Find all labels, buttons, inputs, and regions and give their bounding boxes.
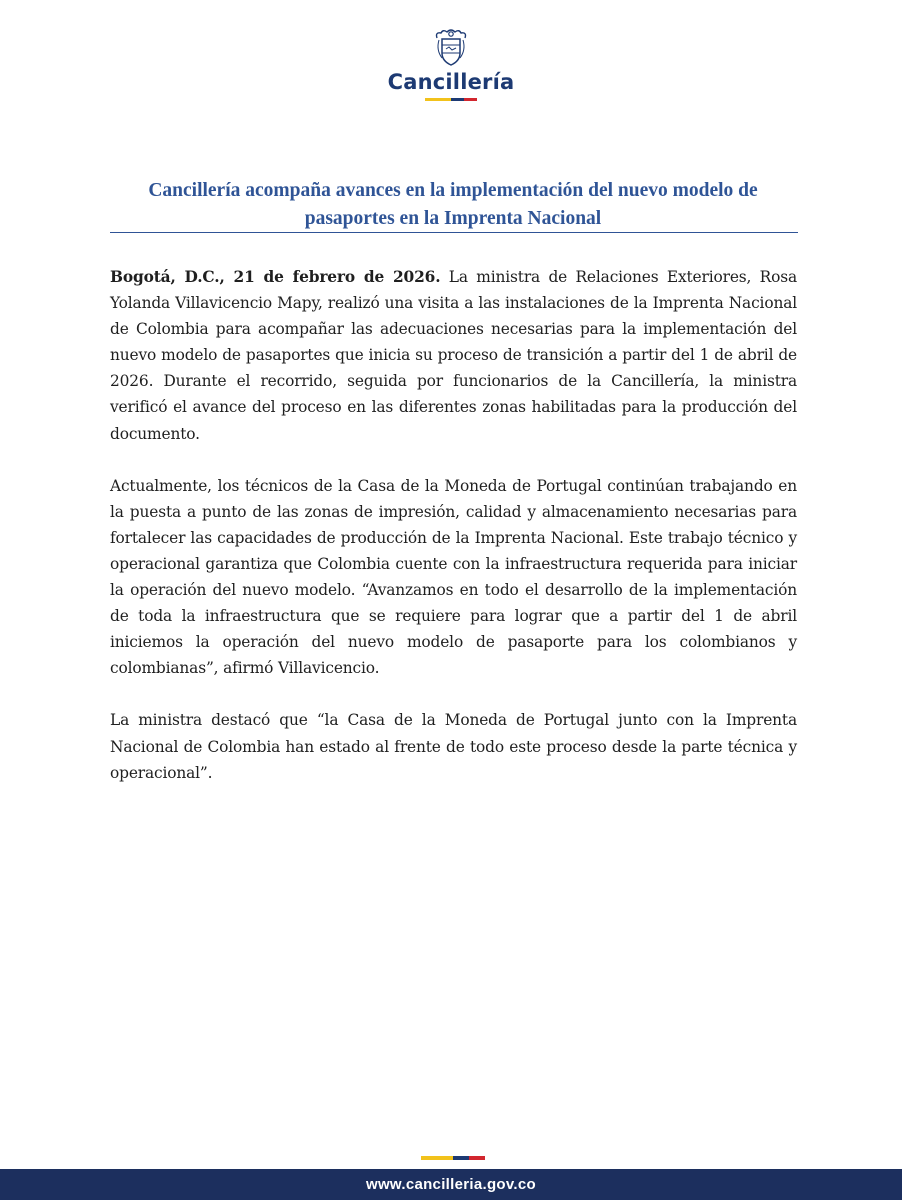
paragraph-3: La ministra destacó que “la Casa de la Moneda de Portugal junto con la Imprenta Nacional de Colombia han estado al frente de todo este proceso desde la parte técnica y operacional”. (110, 711, 797, 782)
footer-flag-stripe (421, 1156, 485, 1160)
footer-bar (0, 1169, 902, 1200)
flag-blue (451, 98, 464, 101)
coat-of-arms-icon (433, 28, 469, 68)
paragraph-1 (110, 264, 797, 447)
flag-yellow (425, 98, 451, 101)
footer-flag-blue (453, 1156, 469, 1160)
brand-name: Cancillería (387, 70, 515, 94)
flag-stripe (425, 98, 477, 101)
footer-url[interactable]: www.cancilleria.gov.co (366, 1176, 536, 1193)
press-release-body (110, 264, 797, 812)
paragraph-1-text: La ministra de Relaciones Exteriores, Rosa Yolanda Villavicencio Mapy, realizó una visita a las instalaciones de la Imprenta Nacional de Colombia para acompañar las adecuaciones necesarias para la implementación del nuevo modelo de pasaportes que inicia su proceso de transición a partir del 1 de abril de 2026. Durante el recorrido, seguida por funcionarios de la Cancillería, la ministra verificó el avance del proceso en las diferentes zonas habilitadas para la producción del documento. (110, 268, 797, 443)
title-divider (110, 232, 798, 233)
footer-flag-red (469, 1156, 485, 1160)
flag-red (464, 98, 477, 101)
press-release-title: Cancillería acompaña avances en la implementación del nuevo modelo de pasaportes en la Imprenta Nacional (148, 180, 758, 229)
paragraph-2: Actualmente, los técnicos de la Casa de la Moneda de Portugal continúan trabajando en la puesta a punto de las zonas de impresión, calidad y almacenamiento necesarias para fortalecer las capacidades de producción de la Imprenta Nacional. Este trabajo técnico y operacional garantiza que Colombia cuente con la infraestructura requerida para iniciar la operación del nuevo modelo. “Avanzamos en todo el desarrollo de la implementación de toda la infraestructura que se requiere para lograr que a partir del 1 de abril iniciemos la operación del nuevo modelo de pasaporte para los colombianos y colombianas”, afirmó Villavicencio. (110, 476, 797, 678)
dateline: Bogotá, D.C., 21 de febrero de 2026. (110, 268, 441, 286)
footer-flag-yellow (421, 1156, 453, 1160)
letterhead (0, 28, 902, 101)
